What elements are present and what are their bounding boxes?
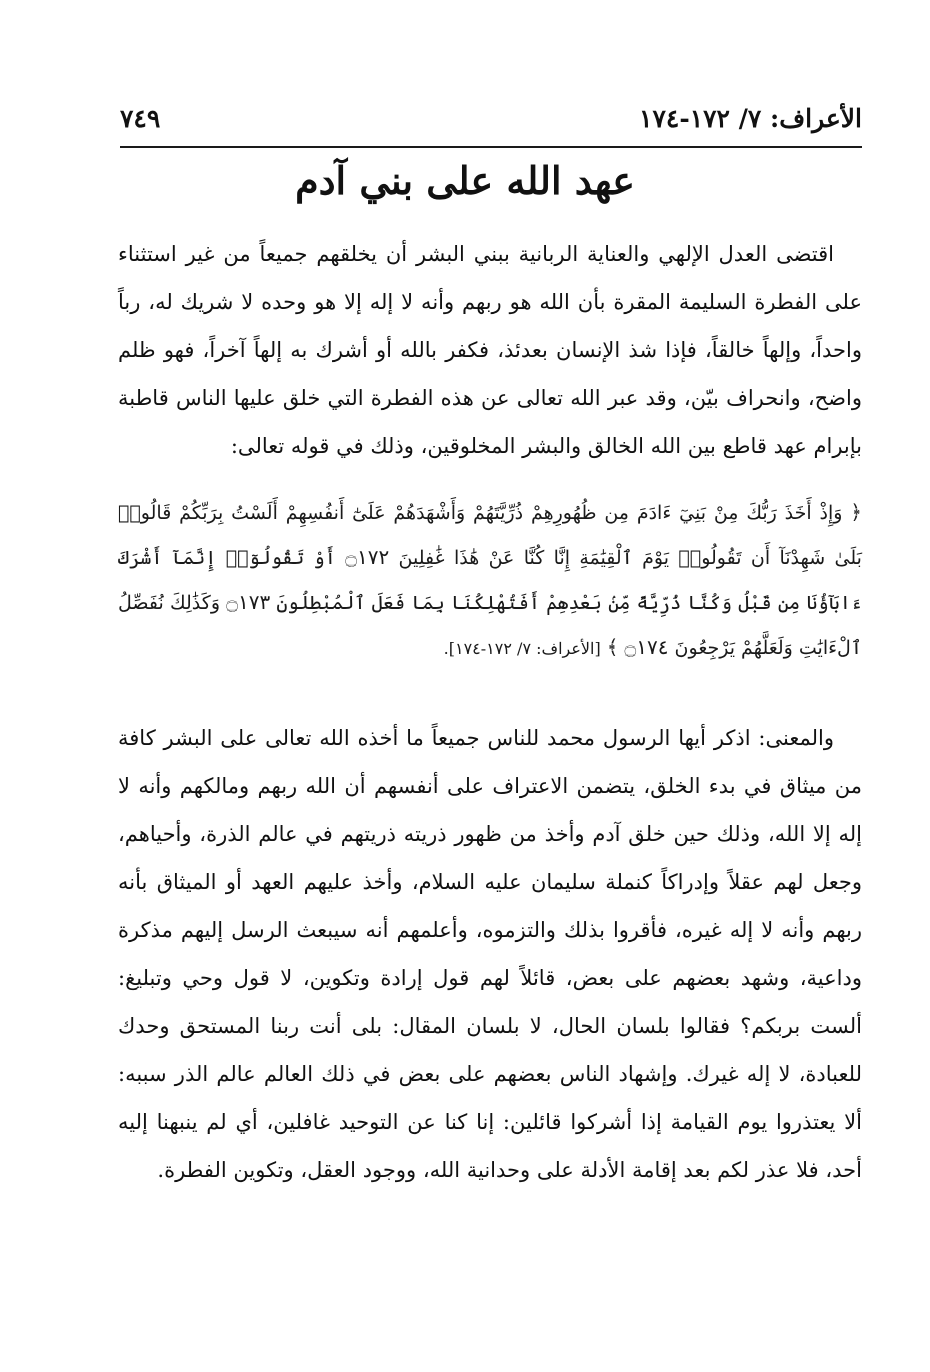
verse-text-174: وَكَذَٰلِكَ نُفَصِّلُ ٱلْءَايَٰتِ وَلَعَلَّهُمْ يَرْجِعُونَ xyxy=(118,592,862,659)
verse-reference: [الأعراف: ٧/ ١٧٢-١٧٤]. xyxy=(443,639,601,658)
page-number: ٧٤٩ xyxy=(120,104,161,133)
running-title: الأعراف: ٧/ ١٧٢-١٧٤ xyxy=(639,104,862,133)
verse-open-bracket: ﴿ xyxy=(850,500,862,524)
quran-verse-block xyxy=(118,490,862,671)
meaning-paragraph-block xyxy=(118,714,862,1194)
verse-marker-172: ۝١٧٢ xyxy=(345,545,390,569)
verse-text-172: وَإِذْ أَخَذَ رَبُّكَ مِنْ بَنِيٓ ءَادَمَ مِن ظُهُورِهِمْ ذُرِّيَّتَهُمْ وَأَشْهَدَهُمْ عَلَىٰٓ أَنفُسِهِمْ أَلَسْتُ بِرَبِّكُمْ قَالُوا۟ بَلَىٰ شَهِدْنَآ أَن تَقُولُوا۟ يَوْمَ ٱلْقِيَٰمَةِ إِنَّا كُنَّا عَنْ هَٰذَا غَٰفِلِينَ xyxy=(118,502,862,569)
section-title: عهد الله على بني آدم xyxy=(295,158,635,203)
intro-paragraph-block xyxy=(118,230,862,470)
verse-text-173: أَوْ تَقُولُوٓا۟ إِنَّمَآ أَشْرَكَ ءَابَآؤُنَا مِن قَبْلُ وَكُنَّا ذُرِّيَّةً مِّنۢ بَعْدِهِمْ أَفَتُهْلِكُنَا بِمَا فَعَلَ ٱلْمُبْطِلُونَ xyxy=(118,547,862,614)
verse-close-bracket: ﴾ xyxy=(606,635,619,659)
header-divider xyxy=(120,146,862,148)
intro-paragraph: اقتضى العدل الإلهي والعناية الربانية ببني البشر أن يخلقهم جميعاً من غير استثناء على الفطرة السليمة المقرة بأن الله هو ربهم وأنه لا إله إلا هو وحده لا شريك له، رباً واحداً، وإلهاً خالقاً، فإذا شذ الإنسان بعدئذ، فكفر بالله أو أشرك به إلهاً آخراً، فهو ظلم واضح، وانحراف بيّن، وقد عبر الله تعالى عن هذه الفطرة التي خلق عليها الناس قاطبة بإبرام عهد قاطع بين الله الخالق والبشر المخلوقين، وذلك في قوله تعالى: xyxy=(118,242,862,458)
verse-marker-173: ۝١٧٣ xyxy=(226,590,271,614)
page-header xyxy=(120,96,862,144)
verse-marker-174: ۝١٧٤ xyxy=(624,635,669,659)
meaning-paragraph: والمعنى: اذكر أيها الرسول محمد للناس جميعاً ما أخذه الله تعالى على البشر كافة من ميثاق في بدء الخلق، يتضمن الاعتراف على أنفسهم أن الله ربهم ومالكهم وأنه لا إله إلا الله، وذلك حين خلق آدم وأخذ من ظهور ذريته ذريتهم في عالم الذرة، وأحياهم، وجعل لهم عقلاً وإدراكاً كنملة سليمان عليه السلام، وأخذ عليهم العهد أو الميثاق بأنه ربهم وأنه لا إله غيره، فأقروا بذلك والتزموه، وأعلمهم أنه سيبعث الرسل إليهم مذكرة وداعية، وشهد بعضهم على بعض، قائلاً لهم قول إرادة وتكوين، لا قول وحي وتبليغ: ألست بربكم؟ فقالوا بلسان الحال، لا بلسان المقال: بلى أنت ربنا المستحق وحدك للعبادة، لا إله غيرك. وإشهاد الناس بعضهم على بعض في ذلك العالم عالم الذر سببه: ألا يعتذروا يوم القيامة إذا أشركوا قائلين: إنا كنا عن التوحيد غافلين، أي لم ينبهنا إليه أحد، فلا عذر لكم بعد إقامة الأدلة على وحدانية الله، ووجود العقل، وتكوين الفطرة. xyxy=(118,726,862,1182)
